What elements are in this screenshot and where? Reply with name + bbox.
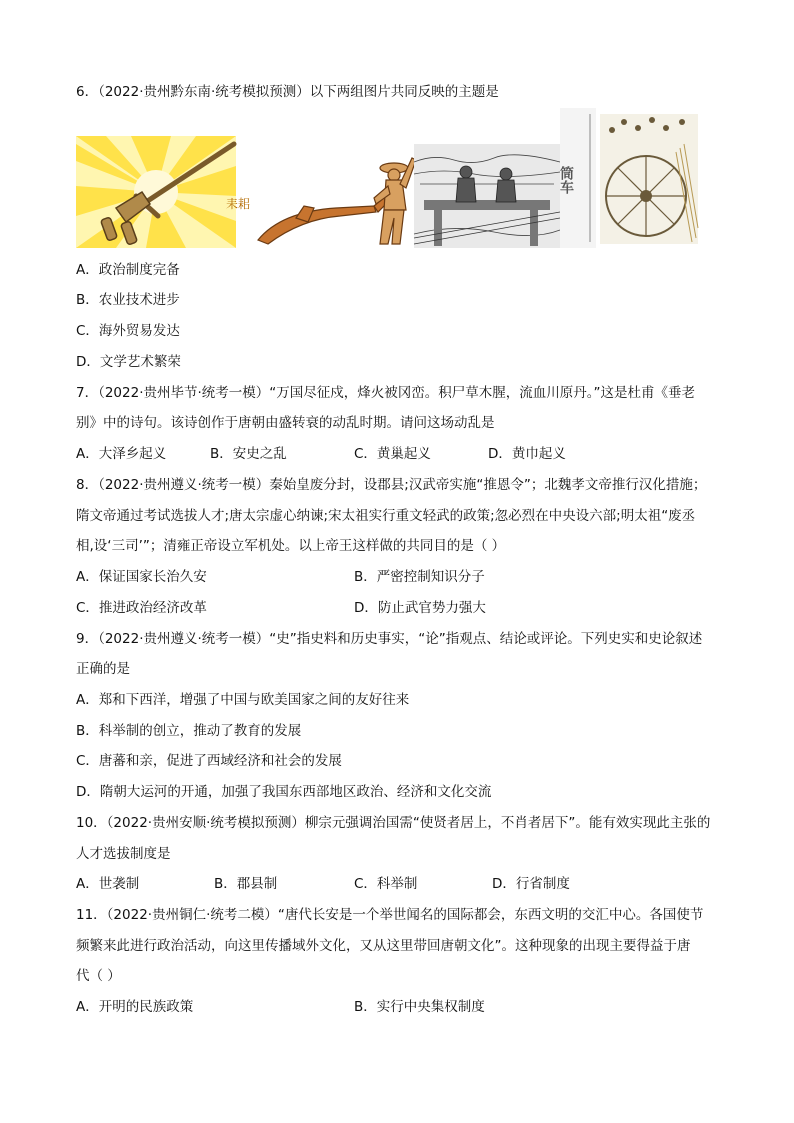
q10-option-a: A．世袭制 — [76, 876, 140, 892]
q7-option-b: B．安史之乱 — [210, 446, 287, 462]
q11-stem-line-3: 代（ ） — [76, 968, 121, 984]
q11-option-b: B．实行中央集权制度 — [354, 999, 485, 1015]
q7-option-a: A．大泽乡起义 — [76, 446, 167, 462]
q10-stem-line-1: 10．（2022·贵州安顺·统考模拟预测）柳宗元强调治国需“使贤者居上，不肖者居下”。能有效实现此主张的 — [76, 815, 711, 831]
q9-option-b: B．科举制的创立，推动了教育的发展 — [76, 723, 302, 739]
q6-option-b: B．农业技术进步 — [76, 292, 180, 308]
tongche-image — [560, 108, 700, 248]
q8-option-a: A．保证国家长治久安 — [76, 569, 207, 585]
q7-option-c: C．黄巢起义 — [354, 446, 431, 462]
q11-stem-line-1: 11．（2022·贵州铜仁·统考二模）“唐代长安是一个举世闻名的国际都会，东西文明的交汇中心。各国使节 — [76, 907, 704, 923]
q10-option-d: D．行省制度 — [492, 876, 570, 892]
q8-option-b: B．严密控制知识分子 — [354, 569, 485, 585]
q11-option-a: A．开明的民族政策 — [76, 999, 194, 1015]
leisi-label-top: 耒耜 — [226, 197, 251, 211]
q8-option-d: D．防止武官势力强大 — [354, 600, 486, 616]
q6-option-c: C．海外贸易发达 — [76, 323, 180, 339]
q7-stem-line-1: 7．（2022·贵州毕节·统考一模）“万国尽征戍，烽火被冈峦。积尸草木腥，流血川原丹。”这是杜甫《垂老 — [76, 385, 696, 401]
q11-stem-line-2: 频繁来此进行政治活动，向这里传播域外文化，又从这里带回唐朝文化”。这种现象的出现主要得益于唐 — [76, 938, 691, 954]
q6-figure-row — [76, 108, 700, 248]
q6-stem: 6．（2022·贵州黔东南·统考模拟预测）以下两组图片共同反映的主题是 — [76, 84, 499, 100]
q9-option-c: C．唐蕃和亲，促进了西域经济和社会的发展 — [76, 753, 342, 769]
q9-stem-line-2: 正确的是 — [76, 661, 130, 677]
chain-pump-etching-image — [414, 144, 560, 248]
leisi-image — [76, 136, 251, 248]
q7-option-d: D．黄巾起义 — [488, 446, 566, 462]
q9-option-d: D．隋朝大运河的开通，加强了我国东西部地区政治、经济和文化交流 — [76, 784, 492, 800]
q10-option-c: C．科举制 — [354, 876, 418, 892]
q7-stem-line-2: 别》中的诗句。该诗创作于唐朝由盛转衰的动乱时期。请问这场动乱是 — [76, 415, 495, 431]
q9-stem-line-1: 9．（2022·贵州遵义·统考一模）“史”指史料和历史事实，“论”指观点、结论或评论。下列史实和史论叙述 — [76, 631, 703, 647]
q9-option-a: A．郑和下西洋，增强了中国与欧美国家之间的友好往来 — [76, 692, 410, 708]
q6-option-d: D．文学艺术繁荣 — [76, 354, 181, 370]
q10-option-b: B．郡县制 — [214, 876, 278, 892]
tongche-label: 筒车 — [558, 166, 574, 194]
q8-stem-line-3: 相,设‘三司’”；清雍正帝设立军机处。以上帝王这样做的共同目的是（ ） — [76, 538, 506, 554]
plough-farmer-image — [256, 148, 416, 248]
q8-option-c: C．推进政治经济改革 — [76, 600, 207, 616]
q8-stem-line-2: 隋文帝通过考试选拔人才;唐太宗虚心纳谏;宋太祖实行重文轻武的政策;忽必烈在中央设六部;明太祖“废丞 — [76, 508, 696, 524]
q6-option-a: A．政治制度完备 — [76, 262, 180, 278]
q8-stem-line-1: 8．（2022·贵州遵义·统考一模）秦始皇废分封，设郡县;汉武帝实施“推恩令”；北魏孝文帝推行汉化措施； — [76, 477, 707, 493]
q10-stem-line-2: 人才选拔制度是 — [76, 846, 171, 862]
